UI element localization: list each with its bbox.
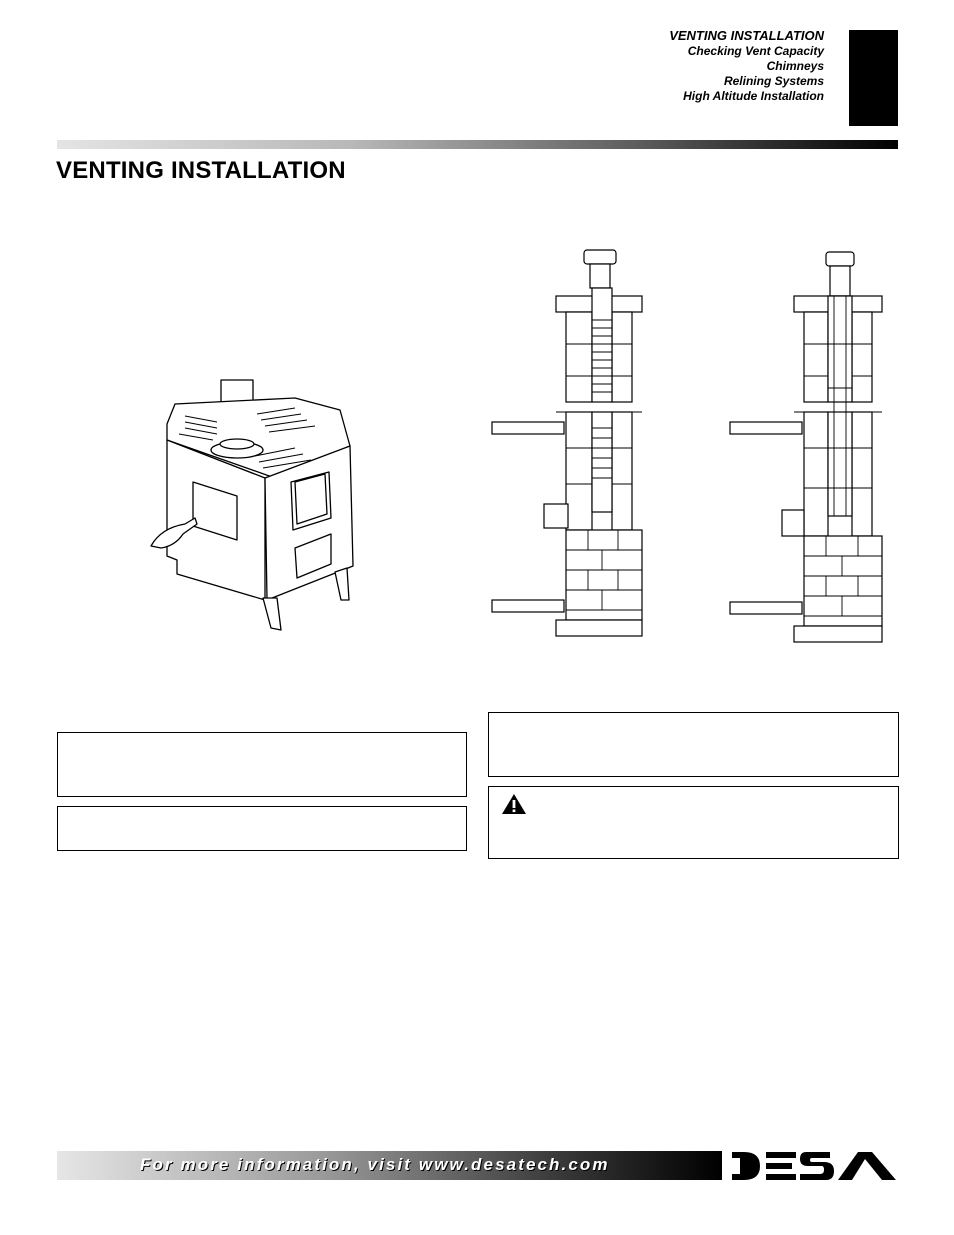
chimney-diagram-rigid-liner — [726, 248, 886, 644]
header-section-title: VENTING INSTALLATION — [669, 28, 824, 43]
chimney-diagram-flexible-liner — [488, 248, 648, 640]
notice-box — [57, 732, 467, 797]
notice-box — [488, 712, 899, 777]
header-links — [669, 28, 824, 104]
header-subtopic: Checking Vent Capacity — [687, 44, 824, 58]
warning-triangle-icon — [501, 793, 527, 815]
notice-box — [57, 806, 467, 851]
header-subtopic: Relining Systems — [723, 74, 824, 88]
section-tab — [849, 30, 898, 126]
warning-box — [488, 786, 899, 859]
header-subtopic: High Altitude Installation — [683, 89, 824, 103]
desa-logo — [726, 1150, 898, 1182]
footer-link-text[interactable]: For more information, visit www.desatech.com — [140, 1155, 610, 1174]
page-title: VENTING INSTALLATION — [56, 157, 346, 184]
heater-illustration — [145, 378, 370, 640]
header-rule — [57, 140, 898, 149]
header-subtopic: Chimneys — [766, 59, 824, 73]
